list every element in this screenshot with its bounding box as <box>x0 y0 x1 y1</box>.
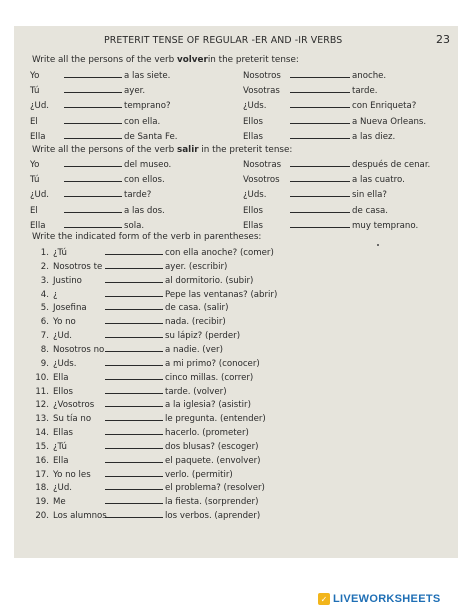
answer-blank[interactable] <box>290 174 350 182</box>
item-number: 6. <box>40 317 49 328</box>
section2-right-row <box>243 174 405 185</box>
section1-left-row <box>30 70 170 81</box>
item-number: 2. <box>40 261 49 272</box>
item-number: 13. <box>35 414 49 425</box>
section2-left-row <box>30 174 165 185</box>
answer-blank[interactable] <box>290 100 350 108</box>
section2-left-row <box>30 159 171 170</box>
item-suffix: al dormitorio. (subir) <box>165 275 254 286</box>
subject-pronoun: ¿Uds. <box>243 101 267 112</box>
item-number: 3. <box>40 275 49 286</box>
item-prefix: ¿Tú <box>53 248 67 258</box>
item-suffix: hacerlo. (prometer) <box>165 428 249 439</box>
exercise-item <box>33 302 228 313</box>
item-number: 16. <box>35 455 49 466</box>
exercise-item <box>33 372 253 383</box>
sentence-ending: a las diez. <box>352 131 396 142</box>
answer-blank[interactable] <box>290 85 350 93</box>
item-suffix: a nadie. (ver) <box>165 344 223 355</box>
item-suffix: ayer. (escribir) <box>165 261 228 272</box>
answer-blank[interactable] <box>105 330 163 338</box>
item-suffix: a la iglesia? (asistir) <box>165 400 251 411</box>
answer-blank[interactable] <box>105 344 163 352</box>
item-prefix: Ellas <box>53 428 73 439</box>
section1-left-row <box>30 100 171 111</box>
section2-left-row <box>30 205 165 216</box>
subject-pronoun: Yo <box>30 71 40 81</box>
answer-blank[interactable] <box>105 247 163 255</box>
answer-blank[interactable] <box>64 174 122 182</box>
sentence-ending: con ellos. <box>124 175 165 186</box>
page-number: 23 <box>436 33 450 46</box>
item-prefix: Yo no <box>53 317 76 328</box>
subject-pronoun: Ellas <box>243 220 263 231</box>
exercise-item <box>33 261 227 272</box>
answer-blank[interactable] <box>105 289 163 297</box>
subject-pronoun: Vosotros <box>243 175 280 186</box>
subject-pronoun: Ella <box>30 220 46 231</box>
subject-pronoun: Nosotros <box>243 71 281 81</box>
item-number: 9. <box>40 358 49 369</box>
subject-pronoun: Ellos <box>243 205 263 216</box>
sentence-ending: con Enriqueta? <box>352 101 417 112</box>
answer-blank[interactable] <box>105 455 163 463</box>
exercise-item <box>33 441 258 452</box>
exercise-item <box>33 399 251 410</box>
section1-instruction: Write all the persons of the verb volverin the preterit tense: <box>32 55 299 65</box>
answer-blank[interactable] <box>105 399 163 407</box>
answer-blank[interactable] <box>105 441 163 449</box>
answer-blank[interactable] <box>64 116 122 124</box>
sentence-ending: ayer. <box>124 86 146 97</box>
exercise-item <box>33 386 227 397</box>
answer-blank[interactable] <box>290 220 350 228</box>
section1-right-row <box>243 85 378 96</box>
sentence-ending: de Santa Fe. <box>124 131 178 142</box>
item-number: 12. <box>35 400 49 411</box>
item-number: 20. <box>35 511 49 522</box>
item-prefix: Josefina <box>53 303 87 314</box>
item-number: 8. <box>40 344 49 355</box>
item-suffix: tarde. (volver) <box>165 386 227 397</box>
speck <box>377 244 379 246</box>
subject-pronoun: Ella <box>30 131 46 142</box>
subject-pronoun: ¿Ud. <box>30 101 50 112</box>
exercise-item <box>33 358 260 369</box>
item-number: 1. <box>40 248 49 258</box>
item-suffix: el problema? (resolver) <box>165 483 265 494</box>
item-prefix: ¿Tú <box>53 441 67 452</box>
answer-blank[interactable] <box>105 302 163 310</box>
item-suffix: dos blusas? (escoger) <box>165 441 259 452</box>
exercise-item <box>33 427 249 438</box>
sentence-ending: con ella. <box>124 116 161 127</box>
sentence-ending: a las cuatro. <box>352 175 405 186</box>
answer-blank[interactable] <box>105 275 163 283</box>
subject-pronoun: Ellas <box>243 131 263 142</box>
answer-blank[interactable] <box>105 510 163 518</box>
answer-blank[interactable] <box>64 100 122 108</box>
item-suffix: Pepe las ventanas? (abrir) <box>165 289 278 300</box>
item-suffix: verlo. (permitir) <box>165 469 233 480</box>
liveworksheets-logo-icon: ✓ <box>318 593 330 605</box>
sentence-ending: de casa. <box>352 205 388 216</box>
answer-blank[interactable] <box>64 220 122 228</box>
item-prefix: Su tía no <box>53 414 92 425</box>
answer-blank[interactable] <box>64 85 122 93</box>
answer-blank[interactable] <box>105 413 163 421</box>
item-number: 18. <box>35 483 49 494</box>
answer-blank[interactable] <box>105 261 163 269</box>
liveworksheets-logo <box>318 593 441 605</box>
sentence-ending: anoche. <box>352 71 387 81</box>
section1-left-row <box>30 131 178 142</box>
subject-pronoun: Yo <box>30 160 40 170</box>
section2-right-row <box>243 159 430 170</box>
section1-right-row <box>243 131 395 142</box>
subject-pronoun: ¿Ud. <box>30 190 50 201</box>
answer-blank[interactable] <box>290 205 350 213</box>
subject-pronoun: El <box>30 116 38 127</box>
exercise-item <box>33 496 258 507</box>
sentence-ending: temprano? <box>124 101 171 112</box>
sentence-ending: tarde? <box>124 190 152 201</box>
item-prefix: Nosotros te <box>53 261 103 272</box>
answer-blank[interactable] <box>290 159 350 167</box>
answer-blank[interactable] <box>290 131 350 139</box>
section1-left-row <box>30 85 145 96</box>
subject-pronoun: Ellos <box>243 116 263 127</box>
item-number: 19. <box>35 497 49 508</box>
subject-pronoun: Tú <box>30 86 40 97</box>
answer-blank[interactable] <box>290 116 350 124</box>
answer-blank[interactable] <box>105 386 163 394</box>
answer-blank[interactable] <box>105 496 163 504</box>
answer-blank[interactable] <box>64 70 122 78</box>
section1-right-row <box>243 116 426 127</box>
item-suffix: de casa. (salir) <box>165 303 229 314</box>
item-suffix: nada. (recibir) <box>165 317 226 328</box>
item-number: 15. <box>35 441 49 452</box>
subject-pronoun: El <box>30 205 38 216</box>
item-number: 5. <box>40 303 49 314</box>
worksheet-title: PRETERIT TENSE OF REGULAR -ER AND -IR VERBS <box>104 35 343 46</box>
exercise-item <box>33 330 240 341</box>
answer-blank[interactable] <box>290 70 350 78</box>
item-prefix: Los alumnos <box>53 511 107 522</box>
item-prefix: Ella <box>53 372 69 383</box>
item-prefix: ¿Vosotros <box>53 400 95 411</box>
answer-blank[interactable] <box>105 372 163 380</box>
subject-pronoun: ¿Uds. <box>243 190 267 201</box>
answer-blank[interactable] <box>64 189 122 197</box>
section2-instruction: Write all the persons of the verb salir in the preterit tense: <box>32 145 293 155</box>
item-prefix: Me <box>53 497 66 508</box>
sentence-ending: después de cenar. <box>352 160 431 170</box>
section3-instruction: Write the indicated form of the verb in parentheses: <box>32 232 262 242</box>
answer-blank[interactable] <box>64 131 122 139</box>
answer-blank[interactable] <box>105 358 163 366</box>
item-number: 7. <box>40 331 49 342</box>
exercise-item <box>33 413 266 424</box>
item-suffix: a mi primo? (conocer) <box>165 358 260 369</box>
item-suffix: con ella anoche? (comer) <box>165 248 274 258</box>
item-suffix: los verbos. (aprender) <box>165 511 261 522</box>
item-prefix: ¿Ud. <box>53 483 73 494</box>
item-number: 17. <box>35 469 49 480</box>
sentence-ending: a las siete. <box>124 71 171 81</box>
exercise-item <box>33 247 274 258</box>
exercise-item <box>33 469 233 480</box>
section1-right-row <box>243 100 416 111</box>
item-suffix: le pregunta. (entender) <box>165 414 266 425</box>
item-number: 11. <box>35 386 49 397</box>
answer-blank[interactable] <box>64 205 122 213</box>
section1-right-row <box>243 70 386 81</box>
answer-blank[interactable] <box>290 189 350 197</box>
item-number: 4. <box>40 289 49 300</box>
item-prefix: Ellos <box>53 386 73 397</box>
item-prefix: Yo no les <box>53 469 91 480</box>
answer-blank[interactable] <box>105 427 163 435</box>
subject-pronoun: Nosotras <box>243 160 282 170</box>
sentence-ending: tarde. <box>352 86 378 97</box>
section2-right-row <box>243 205 388 216</box>
section2-right-row <box>243 189 387 200</box>
sentence-ending: sin ella? <box>352 190 387 201</box>
item-suffix: la fiesta. (sorprender) <box>165 497 259 508</box>
exercise-item <box>33 275 253 286</box>
item-prefix: Nosotros no <box>53 344 105 355</box>
exercise-item <box>33 289 277 300</box>
answer-blank[interactable] <box>105 469 163 477</box>
item-prefix: ¿Ud. <box>53 331 73 342</box>
sentence-ending: a las dos. <box>124 205 165 216</box>
sentence-ending: muy temprano. <box>352 220 419 231</box>
sentence-ending: del museo. <box>124 160 172 170</box>
exercise-item <box>33 344 223 355</box>
answer-blank[interactable] <box>105 482 163 490</box>
item-suffix: cinco millas. (correr) <box>165 372 254 383</box>
exercise-item <box>33 455 261 466</box>
section2-left-row <box>30 189 151 200</box>
item-prefix: ¿Uds. <box>53 358 77 369</box>
answer-blank[interactable] <box>64 159 122 167</box>
exercise-item <box>33 510 260 521</box>
subject-pronoun: Tú <box>30 175 40 186</box>
item-suffix: el paquete. (envolver) <box>165 455 261 466</box>
brand-label: LIVEWORKSHEETS <box>333 593 441 605</box>
section2-left-row <box>30 220 144 231</box>
section1-left-row <box>30 116 160 127</box>
subject-pronoun: Vosotras <box>243 86 280 97</box>
item-prefix: Justino <box>53 275 82 286</box>
item-suffix: su lápiz? (perder) <box>165 331 241 342</box>
item-prefix: Ella <box>53 455 69 466</box>
exercise-item <box>33 482 265 493</box>
sentence-ending: sola. <box>124 220 145 231</box>
sentence-ending: a Nueva Orleans. <box>352 116 427 127</box>
item-number: 14. <box>35 428 49 439</box>
item-prefix: ¿ <box>53 289 58 300</box>
exercise-item <box>33 316 226 327</box>
answer-blank[interactable] <box>105 316 163 324</box>
item-number: 10. <box>35 372 49 383</box>
section2-right-row <box>243 220 418 231</box>
